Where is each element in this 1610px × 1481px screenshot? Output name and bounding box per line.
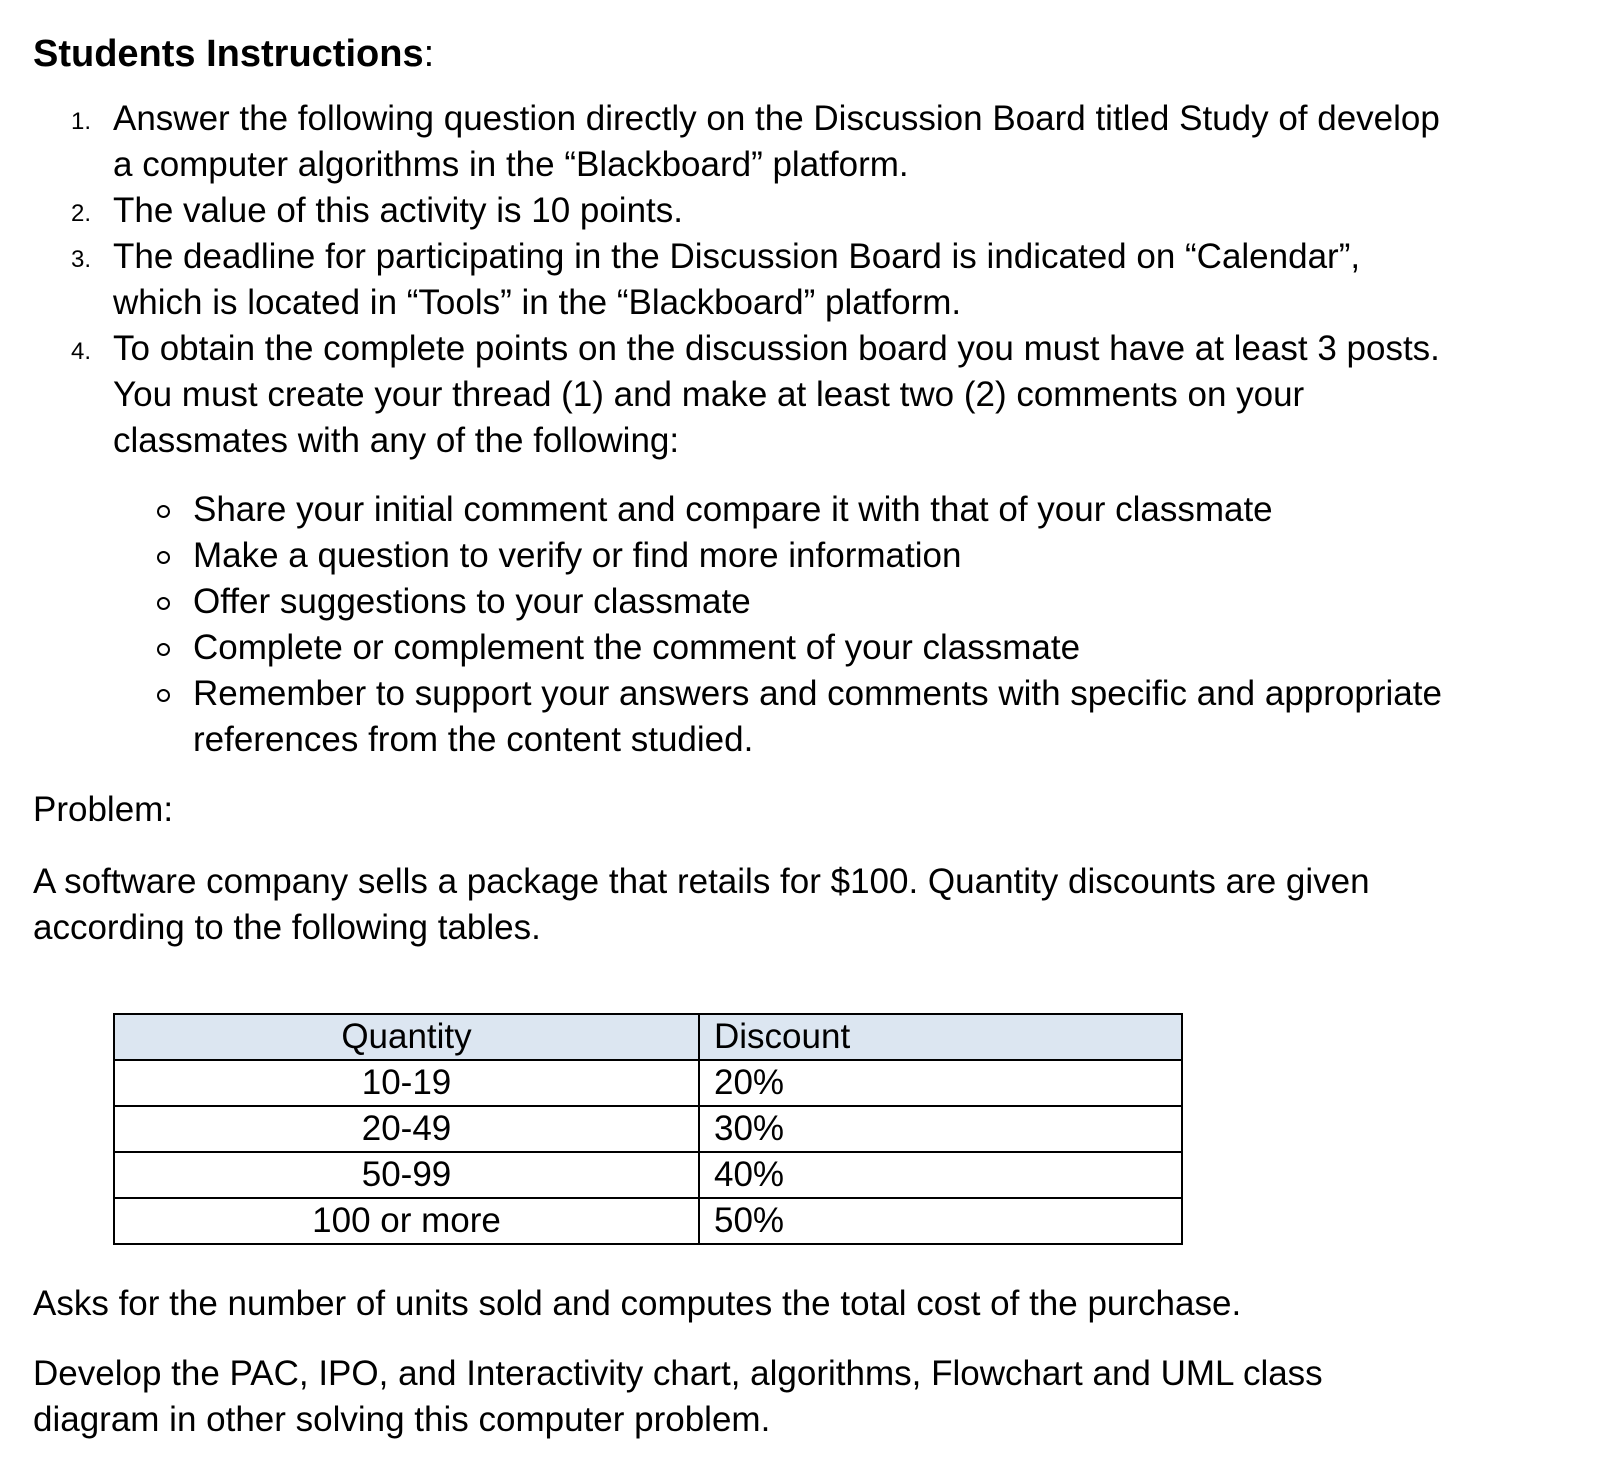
quantity-cell: 20-49 (114, 1106, 699, 1152)
list-item (33, 671, 1593, 763)
document-page (33, 30, 1593, 1443)
discount-cell: 30% (699, 1106, 1182, 1152)
circle-bullet-icon (157, 505, 170, 518)
circle-bullet-icon (157, 551, 170, 564)
instruction-number: 1. (71, 108, 92, 135)
problem-line: A software company sells a package that retails for $100. Quantity discounts are given (33, 862, 1370, 901)
instruction-line: a computer algorithms in the “Blackboard” platform. (113, 145, 909, 184)
list-item (33, 579, 1593, 625)
deliverables-description (33, 1351, 1593, 1443)
table-row (114, 1060, 1182, 1106)
quantity-cell: 50-99 (114, 1152, 699, 1198)
problem-line: according to the following tables. (33, 908, 541, 947)
option-line: Complete or complement the comment of your classmate (193, 628, 1081, 667)
circle-bullet-icon (157, 597, 170, 610)
instruction-line: Answer the following question directly on the Discussion Board titled Study of develop (113, 99, 1440, 138)
instruction-line: The value of this activity is 10 points. (113, 191, 683, 230)
option-line: Remember to support your answers and comments with specific and appropriate (193, 674, 1442, 713)
instruction-line: To obtain the complete points on the discussion board you must have at least 3 posts. (113, 329, 1440, 368)
table-header-row (114, 1014, 1182, 1060)
title-colon: : (423, 33, 435, 75)
circle-bullet-icon (157, 643, 170, 656)
problem-statement (33, 859, 1593, 951)
discount-header: Discount (699, 1014, 1182, 1060)
instruction-line: The deadline for participating in the Discussion Board is indicated on “Calendar”, (113, 237, 1361, 276)
discount-table (113, 1013, 1183, 1245)
instruction-line: You must create your thread (1) and make at least two (2) comments on your (113, 375, 1305, 414)
quantity-cell: 10-19 (114, 1060, 699, 1106)
instruction-line: which is located in “Tools” in the “Blackboard” platform. (113, 283, 962, 322)
option-line: Make a question to verify or find more information (193, 536, 962, 575)
instruction-list (33, 96, 1593, 464)
instruction-item (33, 234, 1593, 326)
table-row (114, 1152, 1182, 1198)
quantity-cell: 100 or more (114, 1198, 699, 1244)
instruction-line: classmates with any of the following: (113, 421, 680, 460)
option-line: Share your initial comment and compare it with that of your classmate (193, 490, 1273, 529)
list-item (33, 487, 1593, 533)
list-item (33, 625, 1593, 671)
table-row (114, 1198, 1182, 1244)
list-item (33, 533, 1593, 579)
quantity-header: Quantity (114, 1014, 699, 1060)
option-line: references from the content studied. (193, 720, 754, 759)
instruction-item (33, 188, 1593, 234)
instruction-number: 2. (71, 200, 92, 227)
task-description: Asks for the number of units sold and computes the total cost of the purchase. (33, 1284, 1242, 1323)
deliverables-line: diagram in other solving this computer problem. (33, 1400, 771, 1439)
instruction-item (33, 326, 1593, 464)
discount-cell: 40% (699, 1152, 1182, 1198)
page-title (33, 30, 1593, 78)
circle-bullet-icon (157, 689, 170, 702)
problem-label: Problem: (33, 790, 174, 829)
table-row (114, 1106, 1182, 1152)
option-line: Offer suggestions to your classmate (193, 582, 751, 621)
instruction-item (33, 96, 1593, 188)
instruction-number: 4. (71, 338, 92, 365)
instruction-number: 3. (71, 246, 92, 273)
title-text: Students Instructions (33, 33, 424, 75)
discount-cell: 20% (699, 1060, 1182, 1106)
comment-options-list (33, 487, 1593, 763)
deliverables-line: Develop the PAC, IPO, and Interactivity chart, algorithms, Flowchart and UML class (33, 1354, 1323, 1393)
discount-cell: 50% (699, 1198, 1182, 1244)
